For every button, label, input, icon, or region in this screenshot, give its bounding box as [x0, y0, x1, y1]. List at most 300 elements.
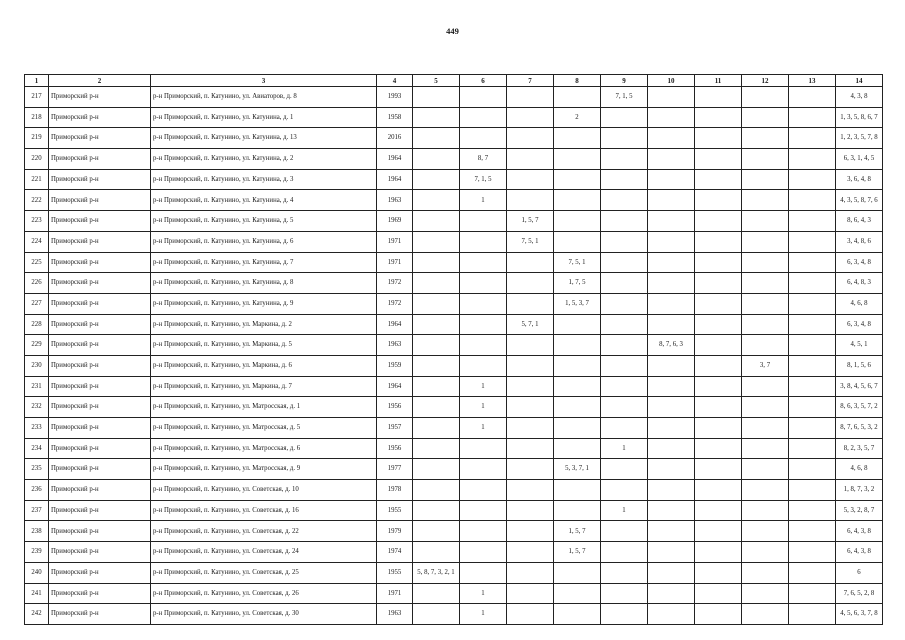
cell-col-13	[789, 190, 836, 211]
cell-col-14: 8, 6, 4, 3	[836, 211, 883, 232]
cell-col-4: 1971	[377, 252, 413, 273]
cell-col-1: 222	[25, 190, 49, 211]
cell-col-13	[789, 562, 836, 583]
cell-col-12	[742, 211, 789, 232]
cell-col-11	[695, 562, 742, 583]
table-row	[25, 480, 883, 501]
cell-col-4: 1964	[377, 376, 413, 397]
cell-col-11	[695, 583, 742, 604]
cell-col-1: 223	[25, 211, 49, 232]
cell-col-11	[695, 252, 742, 273]
cell-col-10	[648, 128, 695, 149]
cell-col-2: Приморский р-н	[49, 273, 151, 294]
column-header-1: 1	[25, 75, 49, 87]
cell-col-6	[460, 355, 507, 376]
cell-col-7	[507, 500, 554, 521]
table-row	[25, 231, 883, 252]
cell-col-12	[742, 87, 789, 108]
cell-col-8	[554, 604, 601, 625]
cell-col-1: 230	[25, 355, 49, 376]
cell-col-12	[742, 252, 789, 273]
cell-col-1: 217	[25, 87, 49, 108]
cell-col-14: 6, 3, 4, 8	[836, 314, 883, 335]
cell-col-1: 232	[25, 397, 49, 418]
table-row	[25, 149, 883, 170]
cell-col-8	[554, 128, 601, 149]
cell-col-8	[554, 149, 601, 170]
cell-col-12	[742, 459, 789, 480]
cell-col-11	[695, 438, 742, 459]
table-body	[25, 87, 883, 625]
cell-col-4: 1959	[377, 355, 413, 376]
cell-col-11	[695, 211, 742, 232]
cell-col-5	[413, 107, 460, 128]
cell-col-13	[789, 397, 836, 418]
column-header-8: 8	[554, 75, 601, 87]
cell-col-4: 1974	[377, 542, 413, 563]
cell-col-2: Приморский р-н	[49, 583, 151, 604]
cell-col-3: р-н Приморский, п. Катунино, ул. Советская, д. 26	[151, 583, 377, 604]
cell-col-1: 221	[25, 169, 49, 190]
cell-col-14: 4, 3, 5, 8, 7, 6	[836, 190, 883, 211]
cell-col-5	[413, 335, 460, 356]
cell-col-9	[601, 314, 648, 335]
cell-col-5	[413, 231, 460, 252]
cell-col-6	[460, 252, 507, 273]
table-row	[25, 438, 883, 459]
cell-col-8	[554, 480, 601, 501]
cell-col-10	[648, 273, 695, 294]
cell-col-3: р-н Приморский, п. Катунино, ул. Советская, д. 10	[151, 480, 377, 501]
cell-col-13	[789, 500, 836, 521]
cell-col-8	[554, 87, 601, 108]
cell-col-8	[554, 562, 601, 583]
cell-col-2: Приморский р-н	[49, 418, 151, 439]
cell-col-7	[507, 169, 554, 190]
cell-col-3: р-н Приморский, п. Катунино, ул. Матросская, д. 1	[151, 397, 377, 418]
cell-col-2: Приморский р-н	[49, 87, 151, 108]
table-row	[25, 355, 883, 376]
cell-col-4: 1977	[377, 459, 413, 480]
cell-col-5	[413, 542, 460, 563]
cell-col-13	[789, 438, 836, 459]
cell-col-9	[601, 273, 648, 294]
table-row	[25, 190, 883, 211]
table-row	[25, 169, 883, 190]
cell-col-11	[695, 376, 742, 397]
cell-col-10	[648, 604, 695, 625]
cell-col-13	[789, 355, 836, 376]
cell-col-1: 236	[25, 480, 49, 501]
cell-col-4: 1969	[377, 211, 413, 232]
cell-col-1: 237	[25, 500, 49, 521]
cell-col-6	[460, 87, 507, 108]
cell-col-2: Приморский р-н	[49, 107, 151, 128]
cell-col-12	[742, 521, 789, 542]
cell-col-5	[413, 314, 460, 335]
cell-col-7	[507, 128, 554, 149]
table-row	[25, 314, 883, 335]
cell-col-12: 3, 7	[742, 355, 789, 376]
cell-col-2: Приморский р-н	[49, 190, 151, 211]
cell-col-2: Приморский р-н	[49, 459, 151, 480]
cell-col-1: 234	[25, 438, 49, 459]
cell-col-12	[742, 128, 789, 149]
cell-col-10	[648, 87, 695, 108]
cell-col-12	[742, 438, 789, 459]
cell-col-11	[695, 480, 742, 501]
cell-col-9	[601, 376, 648, 397]
cell-col-13	[789, 418, 836, 439]
cell-col-9	[601, 397, 648, 418]
cell-col-10	[648, 376, 695, 397]
cell-col-10	[648, 314, 695, 335]
cell-col-8	[554, 231, 601, 252]
cell-col-13	[789, 335, 836, 356]
cell-col-14: 6, 3, 4, 8	[836, 252, 883, 273]
cell-col-3: р-н Приморский, п. Катунино, ул. Катунина, д. 4	[151, 190, 377, 211]
cell-col-13	[789, 542, 836, 563]
cell-col-5	[413, 211, 460, 232]
cell-col-6	[460, 542, 507, 563]
cell-col-12	[742, 149, 789, 170]
cell-col-2: Приморский р-н	[49, 562, 151, 583]
cell-col-3: р-н Приморский, п. Катунино, ул. Советская, д. 25	[151, 562, 377, 583]
cell-col-1: 218	[25, 107, 49, 128]
cell-col-14: 8, 6, 3, 5, 7, 2	[836, 397, 883, 418]
cell-col-6	[460, 335, 507, 356]
column-header-2: 2	[49, 75, 151, 87]
cell-col-11	[695, 418, 742, 439]
cell-col-6: 8, 7	[460, 149, 507, 170]
table-row	[25, 211, 883, 232]
cell-col-9	[601, 211, 648, 232]
cell-col-10	[648, 169, 695, 190]
cell-col-7: 1, 5, 7	[507, 211, 554, 232]
cell-col-9	[601, 190, 648, 211]
cell-col-3: р-н Приморский, п. Катунино, ул. Катунина, д. 8	[151, 273, 377, 294]
cell-col-2: Приморский р-н	[49, 500, 151, 521]
cell-col-9	[601, 604, 648, 625]
cell-col-9	[601, 335, 648, 356]
column-header-14: 14	[836, 75, 883, 87]
cell-col-3: р-н Приморский, п. Катунино, ул. Катунина, д. 2	[151, 149, 377, 170]
cell-col-11	[695, 355, 742, 376]
cell-col-7	[507, 335, 554, 356]
cell-col-5	[413, 438, 460, 459]
cell-col-6	[460, 459, 507, 480]
cell-col-14: 1, 3, 5, 8, 6, 7	[836, 107, 883, 128]
cell-col-6	[460, 128, 507, 149]
table-row	[25, 87, 883, 108]
column-header-4: 4	[377, 75, 413, 87]
cell-col-2: Приморский р-н	[49, 128, 151, 149]
cell-col-4: 1978	[377, 480, 413, 501]
cell-col-10	[648, 252, 695, 273]
cell-col-5	[413, 500, 460, 521]
cell-col-6	[460, 231, 507, 252]
cell-col-3: р-н Приморский, п. Катунино, ул. Катунина, д. 5	[151, 211, 377, 232]
column-header-7: 7	[507, 75, 554, 87]
cell-col-7	[507, 107, 554, 128]
cell-col-8: 1, 5, 7	[554, 542, 601, 563]
cell-col-4: 1971	[377, 583, 413, 604]
cell-col-4: 1957	[377, 418, 413, 439]
table-row	[25, 542, 883, 563]
cell-col-9: 1	[601, 500, 648, 521]
cell-col-13	[789, 107, 836, 128]
cell-col-11	[695, 273, 742, 294]
cell-col-4: 1964	[377, 149, 413, 170]
cell-col-14: 1, 8, 7, 3, 2	[836, 480, 883, 501]
cell-col-6	[460, 438, 507, 459]
cell-col-1: 224	[25, 231, 49, 252]
cell-col-4: 1979	[377, 521, 413, 542]
cell-col-12	[742, 604, 789, 625]
cell-col-13	[789, 459, 836, 480]
cell-col-12	[742, 376, 789, 397]
cell-col-2: Приморский р-н	[49, 169, 151, 190]
cell-col-14: 3, 4, 8, 6	[836, 231, 883, 252]
cell-col-9	[601, 542, 648, 563]
cell-col-3: р-н Приморский, п. Катунино, ул. Катунина, д. 9	[151, 293, 377, 314]
cell-col-7	[507, 273, 554, 294]
cell-col-11	[695, 107, 742, 128]
cell-col-11	[695, 542, 742, 563]
cell-col-11	[695, 190, 742, 211]
cell-col-4: 1972	[377, 293, 413, 314]
cell-col-3: р-н Приморский, п. Катунино, ул. Советская, д. 30	[151, 604, 377, 625]
column-header-12: 12	[742, 75, 789, 87]
cell-col-14: 3, 6, 4, 8	[836, 169, 883, 190]
cell-col-7	[507, 418, 554, 439]
cell-col-9	[601, 459, 648, 480]
cell-col-5	[413, 252, 460, 273]
cell-col-12	[742, 190, 789, 211]
cell-col-13	[789, 128, 836, 149]
cell-col-10	[648, 293, 695, 314]
cell-col-5	[413, 128, 460, 149]
cell-col-13	[789, 211, 836, 232]
cell-col-12	[742, 583, 789, 604]
cell-col-12	[742, 480, 789, 501]
cell-col-14: 8, 1, 5, 6	[836, 355, 883, 376]
cell-col-5	[413, 169, 460, 190]
cell-col-12	[742, 397, 789, 418]
cell-col-7	[507, 293, 554, 314]
cell-col-4: 1963	[377, 190, 413, 211]
table-row	[25, 252, 883, 273]
cell-col-6: 1	[460, 190, 507, 211]
cell-col-1: 231	[25, 376, 49, 397]
cell-col-12	[742, 293, 789, 314]
cell-col-2: Приморский р-н	[49, 521, 151, 542]
cell-col-11	[695, 459, 742, 480]
cell-col-9	[601, 128, 648, 149]
cell-col-3: р-н Приморский, п. Катунино, ул. Советская, д. 22	[151, 521, 377, 542]
cell-col-10	[648, 418, 695, 439]
cell-col-5	[413, 604, 460, 625]
cell-col-10	[648, 480, 695, 501]
cell-col-2: Приморский р-н	[49, 211, 151, 232]
cell-col-14: 4, 5, 1	[836, 335, 883, 356]
cell-col-9	[601, 293, 648, 314]
cell-col-7	[507, 397, 554, 418]
cell-col-4: 1963	[377, 335, 413, 356]
cell-col-14: 8, 7, 6, 5, 3, 2	[836, 418, 883, 439]
cell-col-10	[648, 438, 695, 459]
cell-col-5	[413, 376, 460, 397]
cell-col-2: Приморский р-н	[49, 397, 151, 418]
cell-col-5	[413, 190, 460, 211]
cell-col-3: р-н Приморский, п. Катунино, ул. Маркина, д. 5	[151, 335, 377, 356]
cell-col-9	[601, 107, 648, 128]
cell-col-2: Приморский р-н	[49, 252, 151, 273]
cell-col-10	[648, 211, 695, 232]
cell-col-13	[789, 521, 836, 542]
cell-col-8: 7, 5, 1	[554, 252, 601, 273]
cell-col-8	[554, 355, 601, 376]
cell-col-6	[460, 107, 507, 128]
cell-col-6	[460, 273, 507, 294]
cell-col-13	[789, 293, 836, 314]
cell-col-2: Приморский р-н	[49, 355, 151, 376]
cell-col-8	[554, 438, 601, 459]
cell-col-3: р-н Приморский, п. Катунино, ул. Маркина, д. 7	[151, 376, 377, 397]
cell-col-4: 1964	[377, 169, 413, 190]
cell-col-14: 8, 2, 3, 5, 7	[836, 438, 883, 459]
cell-col-6	[460, 293, 507, 314]
cell-col-4: 1955	[377, 500, 413, 521]
table-row	[25, 107, 883, 128]
column-header-5: 5	[413, 75, 460, 87]
cell-col-11	[695, 500, 742, 521]
table-row	[25, 562, 883, 583]
cell-col-3: р-н Приморский, п. Катунино, ул. Катунина, д. 6	[151, 231, 377, 252]
cell-col-13	[789, 87, 836, 108]
cell-col-3: р-н Приморский, п. Катунино, ул. Советская, д. 24	[151, 542, 377, 563]
cell-col-13	[789, 273, 836, 294]
cell-col-1: 239	[25, 542, 49, 563]
cell-col-12	[742, 418, 789, 439]
cell-col-2: Приморский р-н	[49, 293, 151, 314]
cell-col-12	[742, 107, 789, 128]
cell-col-13	[789, 480, 836, 501]
cell-col-5	[413, 418, 460, 439]
cell-col-8	[554, 500, 601, 521]
cell-col-2: Приморский р-н	[49, 335, 151, 356]
cell-col-14: 6, 4, 8, 3	[836, 273, 883, 294]
cell-col-6	[460, 500, 507, 521]
cell-col-7	[507, 87, 554, 108]
cell-col-13	[789, 231, 836, 252]
cell-col-9: 7, 1, 5	[601, 87, 648, 108]
cell-col-6: 1	[460, 376, 507, 397]
housing-table	[24, 74, 883, 625]
cell-col-13	[789, 314, 836, 335]
cell-col-2: Приморский р-н	[49, 604, 151, 625]
cell-col-3: р-н Приморский, п. Катунино, ул. Катунина, д. 7	[151, 252, 377, 273]
cell-col-7	[507, 190, 554, 211]
cell-col-4: 1956	[377, 438, 413, 459]
cell-col-14: 1, 2, 3, 5, 7, 8	[836, 128, 883, 149]
column-header-9: 9	[601, 75, 648, 87]
cell-col-7	[507, 562, 554, 583]
cell-col-5	[413, 480, 460, 501]
cell-col-5	[413, 397, 460, 418]
cell-col-7: 5, 7, 1	[507, 314, 554, 335]
cell-col-14: 6, 4, 3, 8	[836, 542, 883, 563]
cell-col-9: 1	[601, 438, 648, 459]
cell-col-10	[648, 542, 695, 563]
cell-col-14: 6, 4, 3, 8	[836, 521, 883, 542]
cell-col-7	[507, 459, 554, 480]
cell-col-6	[460, 211, 507, 232]
cell-col-9	[601, 231, 648, 252]
cell-col-7	[507, 604, 554, 625]
cell-col-13	[789, 376, 836, 397]
cell-col-14: 4, 5, 6, 3, 7, 8	[836, 604, 883, 625]
cell-col-1: 233	[25, 418, 49, 439]
cell-col-12	[742, 231, 789, 252]
cell-col-13	[789, 583, 836, 604]
column-header-13: 13	[789, 75, 836, 87]
cell-col-8: 1, 5, 3, 7	[554, 293, 601, 314]
table-row	[25, 583, 883, 604]
cell-col-2: Приморский р-н	[49, 231, 151, 252]
cell-col-8	[554, 211, 601, 232]
cell-col-14: 5, 3, 2, 8, 7	[836, 500, 883, 521]
cell-col-6: 1	[460, 604, 507, 625]
cell-col-14: 4, 6, 8	[836, 293, 883, 314]
cell-col-7	[507, 480, 554, 501]
cell-col-4: 1955	[377, 562, 413, 583]
cell-col-9	[601, 252, 648, 273]
cell-col-10: 8, 7, 6, 3	[648, 335, 695, 356]
cell-col-1: 220	[25, 149, 49, 170]
cell-col-13	[789, 149, 836, 170]
cell-col-13	[789, 252, 836, 273]
cell-col-1: 226	[25, 273, 49, 294]
cell-col-10	[648, 459, 695, 480]
cell-col-9	[601, 583, 648, 604]
cell-col-10	[648, 583, 695, 604]
cell-col-9	[601, 562, 648, 583]
cell-col-5	[413, 293, 460, 314]
cell-col-7	[507, 376, 554, 397]
cell-col-4: 2016	[377, 128, 413, 149]
cell-col-11	[695, 293, 742, 314]
cell-col-12	[742, 169, 789, 190]
table-row	[25, 459, 883, 480]
cell-col-11	[695, 169, 742, 190]
cell-col-6	[460, 521, 507, 542]
cell-col-2: Приморский р-н	[49, 314, 151, 335]
cell-col-1: 242	[25, 604, 49, 625]
cell-col-5: 5, 8, 7, 3, 2, 1	[413, 562, 460, 583]
cell-col-9	[601, 480, 648, 501]
cell-col-9	[601, 418, 648, 439]
cell-col-6: 7, 1, 5	[460, 169, 507, 190]
cell-col-3: р-н Приморский, п. Катунино, ул. Матросская, д. 6	[151, 438, 377, 459]
cell-col-14: 6, 3, 1, 4, 5	[836, 149, 883, 170]
column-header-3: 3	[151, 75, 377, 87]
cell-col-3: р-н Приморский, п. Катунино, ул. Маркина, д. 6	[151, 355, 377, 376]
cell-col-8	[554, 314, 601, 335]
cell-col-14: 7, 6, 5, 2, 8	[836, 583, 883, 604]
cell-col-12	[742, 273, 789, 294]
cell-col-4: 1964	[377, 314, 413, 335]
